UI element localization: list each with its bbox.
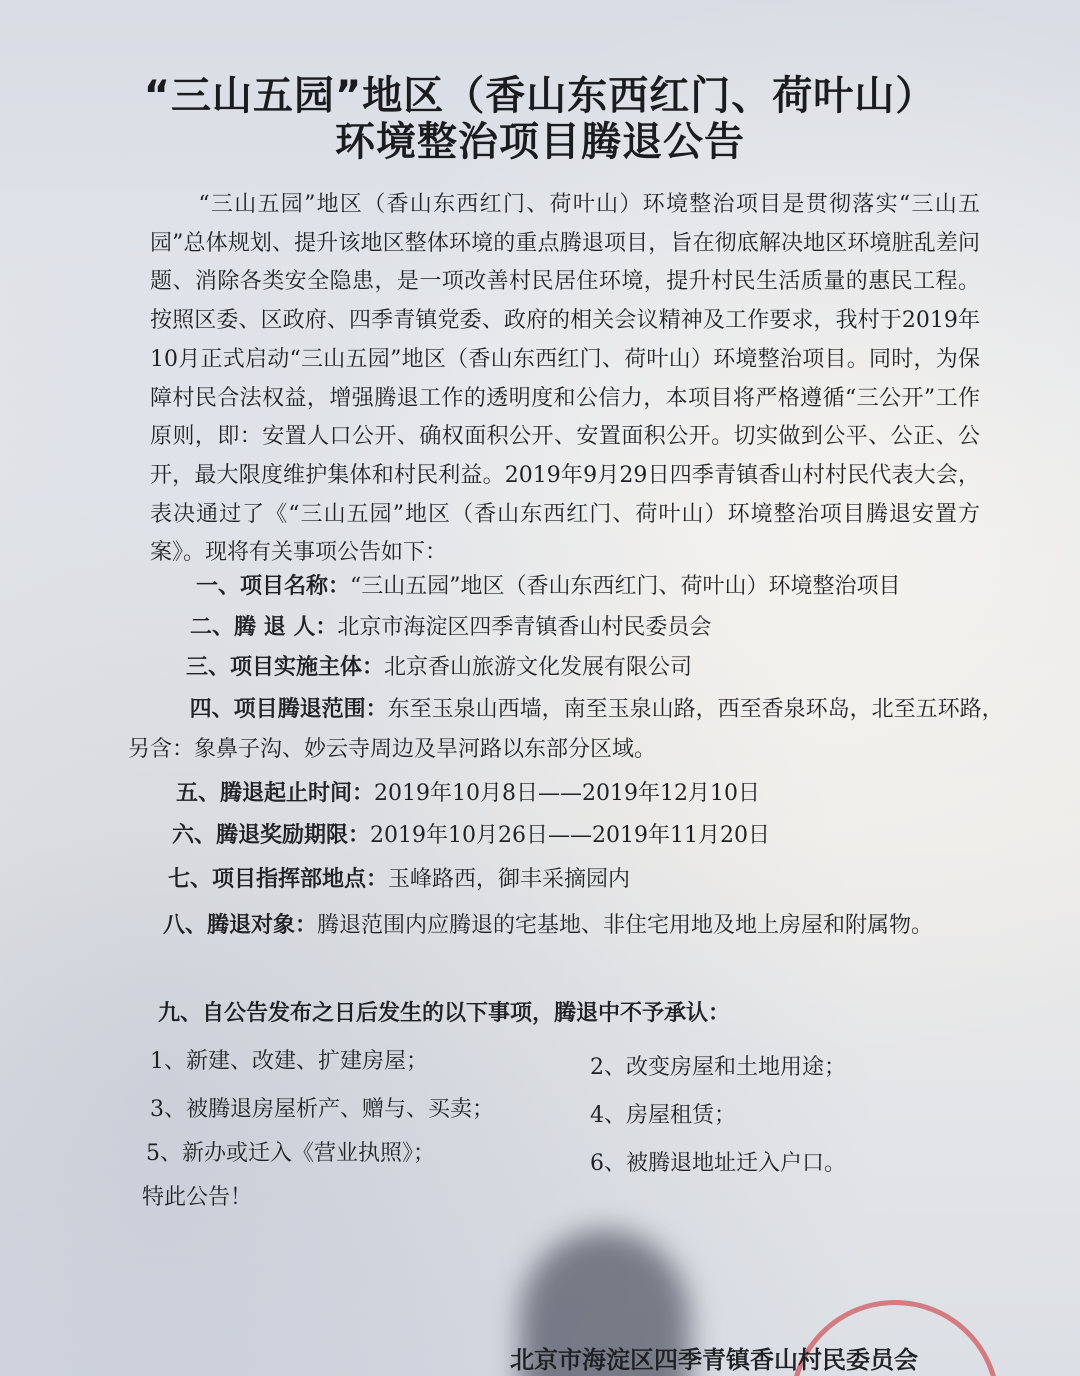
item-value: 北京香山旅游文化发展有限公司 [384,655,693,680]
item-label: 七、项目指挥部地点： [168,867,389,892]
list-item: 6、被腾退地址迁入户口。 [590,1151,846,1176]
item-label: 六、腾退奖励期限： [172,823,371,848]
item-implementer [186,648,692,688]
item-project-name [196,567,901,607]
item-value: 北京市海淀区四季青镇香山村民委员会 [337,615,712,640]
closing-text: 特此公告！ [142,1185,253,1210]
item-value: 2019年10月8日——2019年12月10日 [374,781,760,806]
list-item: 5、新办或迁入《营业执照》； [146,1141,435,1166]
item-label: 二、腾 退 人： [190,615,338,640]
item-value: 2019年10月26日——2019年11月20日 [370,823,770,848]
item-value: 东至玉泉山西墙，南至玉泉山路，西至香泉环岛，北至五环路，另含：象鼻子沟、妙云寺周边及旱河路以东部分区域。 [128,697,1004,762]
list-item: 1、新建、改建、扩建房屋； [150,1049,428,1074]
list-item: 4、房屋租赁； [590,1103,736,1128]
item-hq-location [168,860,630,900]
list-item: 2、改变房屋和土地用途； [590,1055,846,1080]
item-relocator [190,608,711,648]
item-targets [108,906,1008,946]
section9-heading: 九、自公告发布之日后发生的以下事项，腾退中不予承认： [158,1001,731,1026]
issuer-signature: 北京市海淀区四季青镇香山村民委员会 [510,1346,918,1374]
item-value: 玉峰路西，御丰采摘园内 [388,867,631,892]
notice-title-line1: “三山五园”地区（香山东西红门、荷叶山） [143,73,937,119]
item-label: 一、项目名称： [196,574,351,599]
intro-paragraph: “三山五园”地区（香山东西红门、荷叶山）环境整治项目是贯彻落实“三山五园”总体规划、提升该地区整体环境的重点腾退项目，旨在彻底解决地区环境脏乱差问题、消除各类安全隐患，是一项改善村民居住环境，提升村民生活质量的惠民工程。按照区委、区政府、四季青镇党委、政府的相关会议精神及工作要求，我村于2019年10月正式启动“三山五园”地区（香山东西红门、荷叶山）环境整治项目。同时，为保障村民合法权益，增强腾退工作的透明度和公信力，本项目将严格遵循“三公开”工作原则，即：安置人口公开、确权面积公开、安置面积公开。切实做到公平、公正、公开，最大限度维护集体和村民利益。2019年9月29日四季青镇香山村村民代表大会，表决通过了《“三山五园”地区（香山东西红门、荷叶山）环境整治项目腾退安置方案》。现将有关事项公告如下： [150,192,980,566]
item-period [176,774,760,814]
item-scope [128,690,1008,770]
item-value: “三山五园”地区（香山东西红门、荷叶山）环境整治项目 [350,574,901,599]
list-item: 3、被腾退房屋析产、赠与、买卖； [150,1097,494,1122]
item-label: 五、腾退起止时间： [176,781,375,806]
item-label: 三、项目实施主体： [186,655,385,680]
item-label: 八、腾退对象： [163,913,318,938]
notice-title-line2: 环境整治项目腾退公告 [335,119,745,165]
item-reward-period [172,816,770,856]
item-value: 腾退范围内应腾退的宅基地、非住宅用地及地上房屋和附属物。 [317,913,934,938]
item-label: 四、项目腾退范围： [189,697,388,722]
